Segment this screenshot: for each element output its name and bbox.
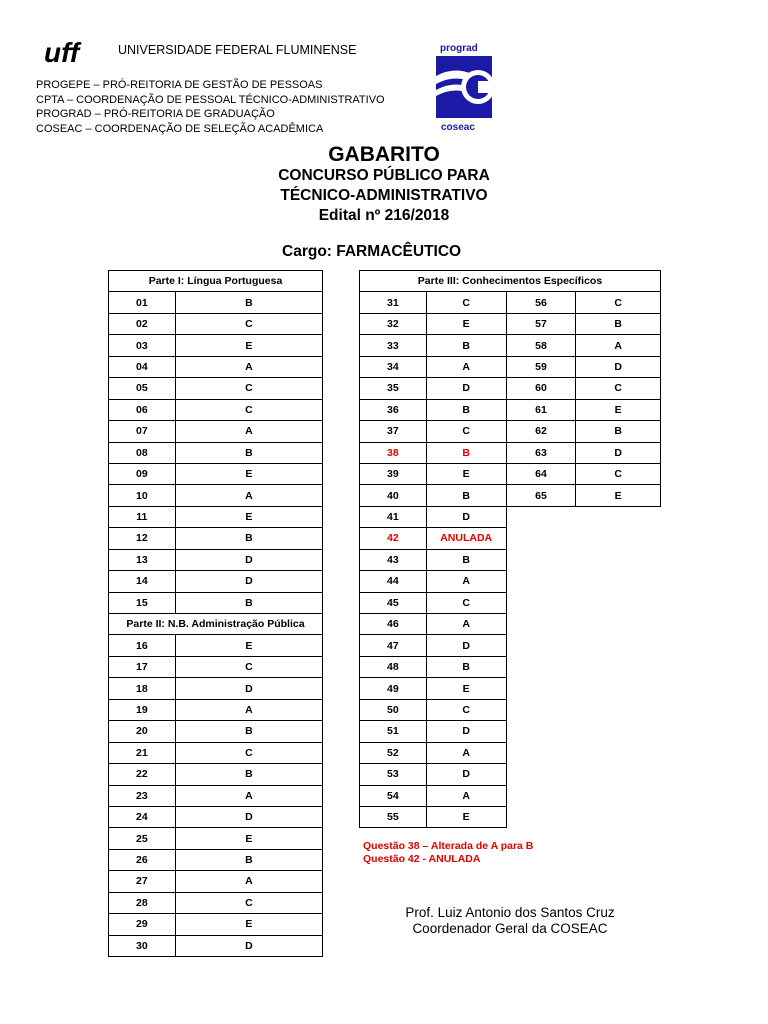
- answer-letter: B: [426, 399, 506, 420]
- question-number: 07: [109, 421, 176, 442]
- empty-cell: [576, 635, 661, 656]
- empty-cell: [506, 506, 576, 527]
- empty-cell: [576, 656, 661, 677]
- question-number: 28: [109, 892, 176, 913]
- question-number: 30: [109, 935, 176, 956]
- question-number: 14: [109, 571, 176, 592]
- table-row: [109, 549, 323, 570]
- table-row: [360, 699, 661, 720]
- answer-letter: E: [175, 635, 322, 656]
- question-number: 19: [109, 699, 176, 720]
- table-row: [360, 271, 661, 292]
- table-row: [360, 528, 661, 549]
- empty-cell: [506, 764, 576, 785]
- empty-cell: [506, 635, 576, 656]
- empty-cell: [506, 549, 576, 570]
- table-row: [360, 806, 661, 827]
- table-row: [109, 356, 323, 377]
- table-row: [109, 571, 323, 592]
- table-row: [360, 571, 661, 592]
- table-row: [360, 656, 661, 677]
- empty-cell: [506, 721, 576, 742]
- answer-table-right: [359, 270, 661, 828]
- empty-cell: [506, 528, 576, 549]
- question-number: 27: [109, 871, 176, 892]
- answer-letter: D: [175, 571, 322, 592]
- table-row: [109, 699, 323, 720]
- answer-letter: B: [426, 656, 506, 677]
- question-number: 16: [109, 635, 176, 656]
- question-number: 23: [109, 785, 176, 806]
- table-row: [360, 506, 661, 527]
- question-number: 50: [360, 699, 427, 720]
- answer-letter: C: [576, 463, 661, 484]
- question-number: 47: [360, 635, 427, 656]
- table-row: [109, 592, 323, 613]
- answer-letter: C: [175, 892, 322, 913]
- question-number: 34: [360, 356, 427, 377]
- question-number: 26: [109, 849, 176, 870]
- question-number: 12: [109, 528, 176, 549]
- answer-letter: B: [426, 442, 506, 463]
- table-row: [109, 399, 323, 420]
- answer-letter: C: [426, 421, 506, 442]
- answer-letter: A: [426, 785, 506, 806]
- table-row: [109, 806, 323, 827]
- department-line: CPTA – COORDENAÇÃO DE PESSOAL TÉCNICO-ADMINISTRATIVO: [36, 93, 385, 106]
- document-title: GABARITO: [328, 143, 440, 166]
- question-number: 44: [360, 571, 427, 592]
- table-row: [360, 313, 661, 334]
- question-number: 64: [506, 463, 576, 484]
- answer-letter: E: [426, 678, 506, 699]
- table-row: [360, 635, 661, 656]
- table-row: [109, 935, 323, 956]
- subtitle-line: TÉCNICO-ADMINISTRATIVO: [280, 187, 488, 204]
- question-number: 13: [109, 549, 176, 570]
- question-number: 04: [109, 356, 176, 377]
- answer-letter: A: [175, 421, 322, 442]
- question-number: 18: [109, 678, 176, 699]
- signature-role: Coordenador Geral da COSEAC: [412, 921, 608, 936]
- table-row: [360, 421, 661, 442]
- department-line: PROGRAD – PRÓ-REITORIA DE GRADUAÇÃO: [36, 108, 275, 120]
- answer-letter: D: [426, 506, 506, 527]
- empty-cell: [576, 699, 661, 720]
- empty-cell: [576, 528, 661, 549]
- answer-letter: C: [175, 313, 322, 334]
- answer-letter: B: [175, 528, 322, 549]
- empty-cell: [576, 571, 661, 592]
- question-number: 33: [360, 335, 427, 356]
- question-number: 31: [360, 292, 427, 313]
- answer-letter: B: [175, 292, 322, 313]
- answer-letter: B: [175, 764, 322, 785]
- question-number: 38: [360, 442, 427, 463]
- answer-letter: B: [426, 549, 506, 570]
- question-number: 21: [109, 742, 176, 763]
- answer-letter: D: [576, 356, 661, 377]
- answer-letter: B: [175, 721, 322, 742]
- table-row: [109, 292, 323, 313]
- question-number: 54: [360, 785, 427, 806]
- table-row: [360, 592, 661, 613]
- table-row: [109, 742, 323, 763]
- department-line: PROGEPE – PRÓ-REITORIA DE GESTÃO DE PESSOAS: [36, 79, 323, 91]
- subtitle-line: CONCURSO PÚBLICO PARA: [278, 167, 490, 184]
- empty-cell: [506, 785, 576, 806]
- question-number: 20: [109, 721, 176, 742]
- table-row: [360, 721, 661, 742]
- table-row: [109, 378, 323, 399]
- answer-letter: E: [175, 914, 322, 935]
- empty-cell: [576, 785, 661, 806]
- answer-letter: A: [175, 485, 322, 506]
- answer-letter: D: [576, 442, 661, 463]
- answer-letter: A: [576, 335, 661, 356]
- table-row: [360, 335, 661, 356]
- empty-cell: [576, 764, 661, 785]
- question-number: 55: [360, 806, 427, 827]
- question-number: 51: [360, 721, 427, 742]
- question-number: 24: [109, 806, 176, 827]
- table-row: [109, 506, 323, 527]
- table-row: [109, 485, 323, 506]
- empty-cell: [576, 614, 661, 635]
- answer-letter: B: [175, 849, 322, 870]
- answer-letter: A: [426, 614, 506, 635]
- table-row: [109, 721, 323, 742]
- table-row: [360, 785, 661, 806]
- change-notes: [363, 840, 533, 865]
- table-row: [360, 614, 661, 635]
- table-row: [360, 463, 661, 484]
- empty-cell: [576, 806, 661, 827]
- question-number: 40: [360, 485, 427, 506]
- answer-letter: C: [576, 378, 661, 399]
- answer-letter: B: [576, 421, 661, 442]
- answer-letter: B: [426, 335, 506, 356]
- answer-letter: C: [175, 742, 322, 763]
- table-row: [360, 399, 661, 420]
- question-number: 17: [109, 656, 176, 677]
- section-header-part2: Parte II: N.B. Administração Pública: [109, 614, 323, 635]
- answer-letter: E: [426, 806, 506, 827]
- question-number: 08: [109, 442, 176, 463]
- question-number: 62: [506, 421, 576, 442]
- question-number: 56: [506, 292, 576, 313]
- question-number: 32: [360, 313, 427, 334]
- answer-letter: E: [576, 485, 661, 506]
- table-row: [109, 313, 323, 334]
- empty-cell: [576, 678, 661, 699]
- table-row: [109, 528, 323, 549]
- table-row: [109, 785, 323, 806]
- question-number: 63: [506, 442, 576, 463]
- question-number: 45: [360, 592, 427, 613]
- answer-letter: A: [426, 742, 506, 763]
- uff-logo-text: uff: [44, 40, 80, 66]
- question-number: 29: [109, 914, 176, 935]
- question-number: 09: [109, 463, 176, 484]
- empty-cell: [576, 506, 661, 527]
- answer-letter: A: [175, 785, 322, 806]
- prograd-coseac-logo: [432, 40, 502, 134]
- answer-letter: ANULADA: [426, 528, 506, 549]
- university-name: UNIVERSIDADE FEDERAL FLUMINENSE: [118, 43, 357, 57]
- answer-letter: E: [426, 463, 506, 484]
- question-number: 10: [109, 485, 176, 506]
- note-line: Questão 38 – Alterada de A para B: [363, 840, 534, 852]
- cargo-label: Cargo: FARMACÊUTICO: [282, 243, 462, 260]
- answer-letter: E: [175, 506, 322, 527]
- answer-letter: C: [175, 399, 322, 420]
- empty-cell: [576, 742, 661, 763]
- answer-letter: C: [426, 699, 506, 720]
- answer-letter: E: [576, 399, 661, 420]
- table-row: [109, 871, 323, 892]
- question-number: 52: [360, 742, 427, 763]
- answer-letter: D: [175, 678, 322, 699]
- table-row: [109, 463, 323, 484]
- empty-cell: [506, 571, 576, 592]
- question-number: 06: [109, 399, 176, 420]
- question-number: 36: [360, 399, 427, 420]
- answer-letter: E: [175, 828, 322, 849]
- question-number: 43: [360, 549, 427, 570]
- answer-letter: C: [426, 292, 506, 313]
- question-number: 48: [360, 656, 427, 677]
- table-row: [360, 742, 661, 763]
- table-row: [360, 485, 661, 506]
- answer-letter: B: [576, 313, 661, 334]
- answer-letter: D: [426, 764, 506, 785]
- question-number: 46: [360, 614, 427, 635]
- logo-bottom-text: coseac: [441, 122, 475, 133]
- table-row: [360, 442, 661, 463]
- table-row: [109, 614, 323, 635]
- question-number: 01: [109, 292, 176, 313]
- table-row: [360, 764, 661, 785]
- answer-letter: C: [175, 378, 322, 399]
- question-number: 41: [360, 506, 427, 527]
- empty-cell: [506, 806, 576, 827]
- section-header-part1: Parte I: Língua Portuguesa: [109, 271, 323, 292]
- question-number: 60: [506, 378, 576, 399]
- answer-letter: C: [175, 656, 322, 677]
- empty-cell: [506, 699, 576, 720]
- empty-cell: [506, 678, 576, 699]
- question-number: 39: [360, 463, 427, 484]
- question-number: 61: [506, 399, 576, 420]
- uff-logo: [44, 40, 106, 66]
- table-row: [109, 421, 323, 442]
- question-number: 35: [360, 378, 427, 399]
- table-row: [109, 442, 323, 463]
- question-number: 15: [109, 592, 176, 613]
- edital-number: Edital nº 216/2018: [318, 207, 450, 224]
- empty-cell: [506, 656, 576, 677]
- answer-letter: D: [175, 549, 322, 570]
- question-number: 05: [109, 378, 176, 399]
- question-number: 25: [109, 828, 176, 849]
- table-row: [109, 678, 323, 699]
- empty-cell: [506, 592, 576, 613]
- table-row: [109, 892, 323, 913]
- empty-cell: [576, 549, 661, 570]
- answer-letter: E: [175, 463, 322, 484]
- empty-cell: [506, 614, 576, 635]
- question-number: 53: [360, 764, 427, 785]
- answer-letter: B: [426, 485, 506, 506]
- table-row: [109, 271, 323, 292]
- table-row: [360, 378, 661, 399]
- answer-letter: B: [175, 442, 322, 463]
- answer-letter: A: [175, 871, 322, 892]
- table-row: [360, 356, 661, 377]
- question-number: 22: [109, 764, 176, 785]
- answer-letter: E: [426, 313, 506, 334]
- answer-letter: E: [175, 335, 322, 356]
- answer-letter: C: [576, 292, 661, 313]
- answer-letter: A: [426, 356, 506, 377]
- answer-letter: D: [426, 635, 506, 656]
- answer-letter: C: [426, 592, 506, 613]
- table-row: [360, 678, 661, 699]
- logo-top-text: prograd: [440, 43, 478, 54]
- empty-cell: [576, 721, 661, 742]
- question-number: 42: [360, 528, 427, 549]
- question-number: 03: [109, 335, 176, 356]
- answer-letter: A: [426, 571, 506, 592]
- table-row: [109, 635, 323, 656]
- answer-letter: D: [175, 935, 322, 956]
- empty-cell: [506, 742, 576, 763]
- answer-letter: A: [175, 699, 322, 720]
- table-row: [109, 828, 323, 849]
- department-line: COSEAC – COORDENAÇÃO DE SELEÇÃO ACADÊMICA: [36, 122, 324, 135]
- answer-letter: D: [175, 806, 322, 827]
- question-number: 49: [360, 678, 427, 699]
- empty-cell: [576, 592, 661, 613]
- table-row: [360, 549, 661, 570]
- question-number: 57: [506, 313, 576, 334]
- question-number: 11: [109, 506, 176, 527]
- table-row: [360, 292, 661, 313]
- answer-letter: D: [426, 721, 506, 742]
- table-row: [109, 656, 323, 677]
- department-list: [36, 78, 385, 136]
- note-line: Questão 42 - ANULADA: [363, 852, 481, 865]
- table-row: [109, 335, 323, 356]
- table-row: [109, 764, 323, 785]
- section-header-part3: Parte III: Conhecimentos Específicos: [360, 271, 661, 292]
- question-number: 58: [506, 335, 576, 356]
- signature-name: Prof. Luiz Antonio dos Santos Cruz: [405, 905, 615, 920]
- question-number: 37: [360, 421, 427, 442]
- table-row: [109, 914, 323, 935]
- question-number: 59: [506, 356, 576, 377]
- table-row: [109, 849, 323, 870]
- answer-table-left: [108, 270, 323, 957]
- answer-letter: A: [175, 356, 322, 377]
- question-number: 02: [109, 313, 176, 334]
- answer-letter: B: [175, 592, 322, 613]
- answer-letter: D: [426, 378, 506, 399]
- question-number: 65: [506, 485, 576, 506]
